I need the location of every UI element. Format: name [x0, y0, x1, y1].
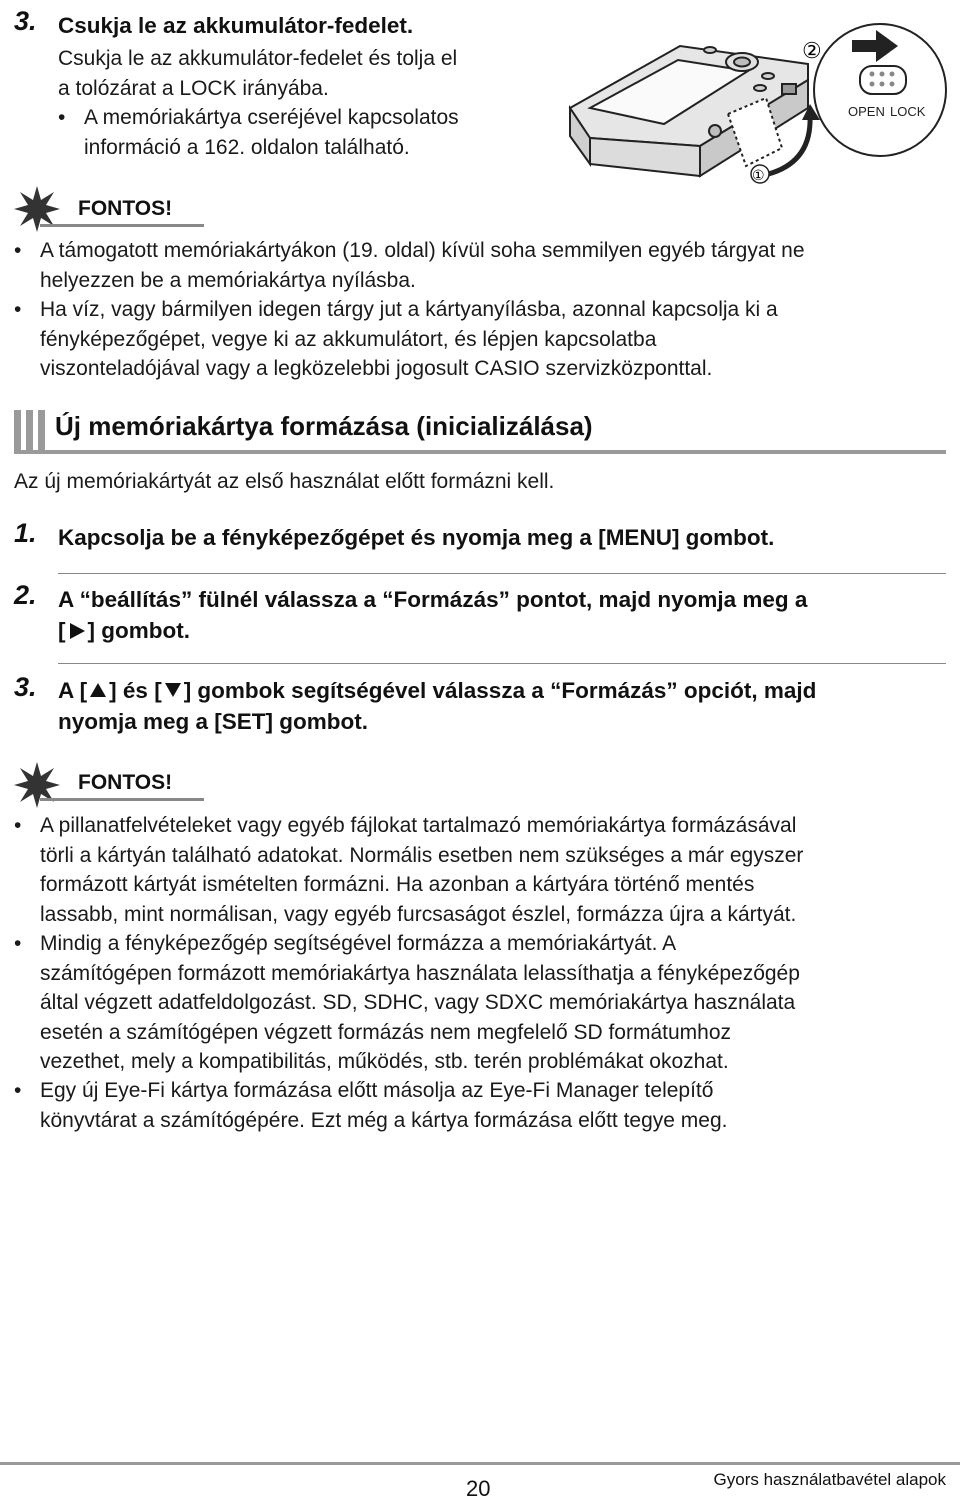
list-item: • Mindig a fényképezőgép segítségével formázza a memóriakártyát. A számítógépen formázott memóriakártya használata lelassíthatja a fényképezőgép által végzett adatfeldolgozást. SD, SDHC, vagy SDXC memóriakártya használata esetén a számítógépen végzett formázás nem megfelelő SD formátumhoz vezethet, mely a kompatibilitás, működés, stb. terén problémákat okozhat. — [14, 932, 800, 1073]
step-divider — [58, 663, 946, 664]
important-divider — [40, 224, 204, 227]
section-title: Új memóriakártya formázása (inicializálása) — [55, 411, 593, 441]
important-label: FONTOS! — [78, 197, 173, 220]
lock-label: LOCK — [890, 104, 926, 119]
step-number: 3. — [14, 672, 37, 702]
step-title: A [ ] és [ ] gombok segítségével válassza a “Formázás” opciót, majd nyomja meg a [SET] gombot. — [58, 678, 817, 734]
burst-icon — [14, 762, 60, 808]
step-divider — [58, 573, 946, 574]
section-divider — [14, 450, 946, 454]
footer-label: Gyors használatbavétel alapok — [713, 1470, 946, 1489]
important-divider — [40, 798, 204, 801]
up-triangle-icon — [89, 681, 107, 699]
step-title: Csukja le az akkumulátor-fedelet. — [58, 13, 414, 38]
list-item: • Ha víz, vagy bármilyen idegen tárgy jut a kártyanyílásba, azonnal kapcsolja ki a fényképezőgépet, vegye ki az akkumulátort, és lépjen kapcsolatba viszonteladójával vagy a legközelebbi jogosult CASIO szervizközponttal. — [14, 298, 778, 380]
step-number: 1. — [14, 518, 37, 548]
step-bullet: • A memóriakártya cseréjével kapcsolatos információ a 162. oldalon található. — [58, 106, 459, 159]
camera-illustration — [560, 16, 950, 196]
page-number: 20 — [466, 1476, 491, 1501]
step-title: Kapcsolja be a fényképezőgépet és nyomja meg a [MENU] gombot. — [58, 525, 775, 550]
down-triangle-icon — [164, 681, 182, 699]
step-title: A “beállítás” fülnél válassza a “Formázás” pontot, majd nyomja meg a [ ] gombot. — [58, 587, 808, 643]
footer-divider — [0, 1462, 960, 1465]
important-label: FONTOS! — [78, 771, 173, 794]
step-number: 2. — [14, 580, 37, 610]
list-item: • Egy új Eye-Fi kártya formázása előtt másolja az Eye-Fi Manager telepítő könyvtárat a számítógépére. Ezt még a kártya formázása előtt tegye meg. — [14, 1079, 728, 1132]
list-item: • A támogatott memóriakártyákon (19. oldal) kívül soha semmilyen egyéb tárgyat ne helyezzen be a memóriakártya nyílásba. — [14, 239, 805, 292]
list-item: • A pillanatfelvételeket vagy egyéb fájlokat tartalmazó memóriakártya formázásával törli a kártyán található adatokat. Normális esetben nem szükséges a már egyszer formázott kártyát ismételten formázni. Ha azonban a kártyára történő mentés lassabb, mint normálisan, vagy egyéb furcsaságot észlel, formázza újra a kártyát. — [14, 814, 804, 926]
marker-2: ② — [802, 38, 822, 63]
section-intro: Az új memóriakártyát az első használat előtt formázni kell. — [14, 470, 555, 493]
marker-1: ① — [752, 167, 765, 183]
open-label: OPEN — [848, 104, 885, 119]
step-text: Csukja le az akkumulátor-fedelet és tolja el a tolózárat a LOCK irányába. — [58, 47, 458, 100]
right-triangle-icon — [68, 622, 86, 640]
step-number: 3. — [14, 6, 37, 36]
